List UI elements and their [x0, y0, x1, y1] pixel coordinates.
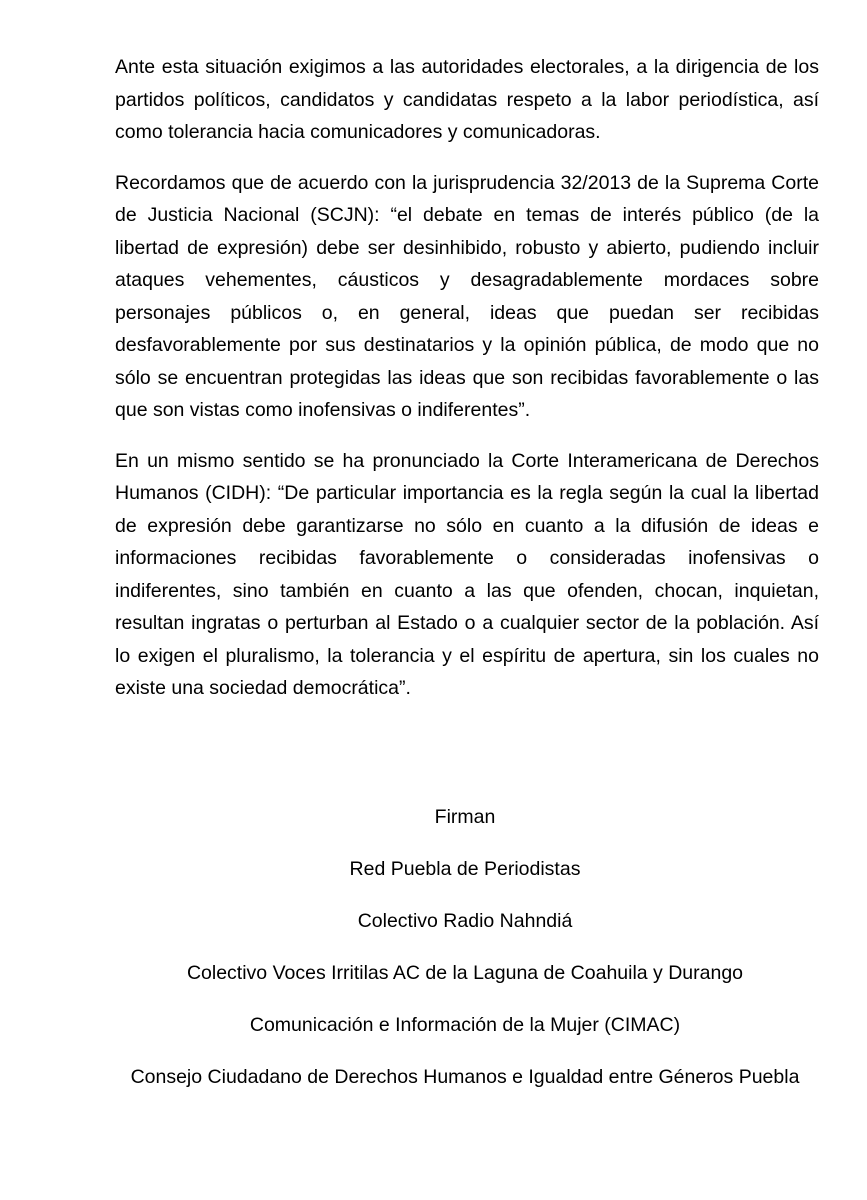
signatory-radio-nahndia: Colectivo Radio Nahndiá [357, 910, 573, 932]
paragraph-scjn-jurisprudence: Recordamos que de acuerdo con la jurisprudencia 32/2013 de la Suprema Corte de Justicia Nacional (SCJN): “el debate en temas de interés público (de la libertad de expresión) debe ser desinhibido, robusto y abierto, pudiendo incluir ataques vehementes, cáusticos y desagradablemente mordaces sobre personajes públicos o, en general, ideas que puedan ser recibidas desfavorablemente por sus destinatarios y la opinión pública, de modo que no sólo se encuentran protegidas las ideas que son recibidas favorablemente o las que son vistas como inofensivas o indiferentes”. [115, 171, 819, 421]
signatures-heading: Firman [434, 806, 496, 828]
signatures-block [60, 804, 867, 1116]
signatory-voces-irritilas: Colectivo Voces Irritilas AC de la Laguna de Coahuila y Durango [186, 962, 744, 984]
signatory-cimac: Comunicación e Información de la Mujer (CIMAC) [249, 1014, 681, 1036]
signatory-consejo-ciudadano: Consejo Ciudadano de Derechos Humanos e Igualdad entre Géneros Puebla [130, 1066, 800, 1088]
paragraph-cidh-statement: En un mismo sentido se ha pronunciado la Corte Interamericana de Derechos Humanos (CIDH): “De particular importancia es la regla según la cual la libertad de expresión debe garantizarse no sólo en cuanto a la difusión de ideas e informaciones recibidas favorablemente o consideradas inofensivas o indiferentes, sino también en cuanto a las que ofenden, chocan, inquietan, resultan ingratas o perturban al Estado o a cualquier sector de la población. Así lo exigen el pluralismo, la tolerancia y el espíritu de apertura, sin los cuales no existe una sociedad democrática”. [115, 449, 819, 699]
signatory-red-puebla: Red Puebla de Periodistas [349, 858, 581, 880]
document-body [115, 51, 819, 723]
paragraph-demand: Ante esta situación exigimos a las autoridades electorales, a la dirigencia de los partidos políticos, candidatos y candidatas respeto a la labor periodística, así como tolerancia hacia comunicadores y comunicadoras. [115, 56, 819, 143]
